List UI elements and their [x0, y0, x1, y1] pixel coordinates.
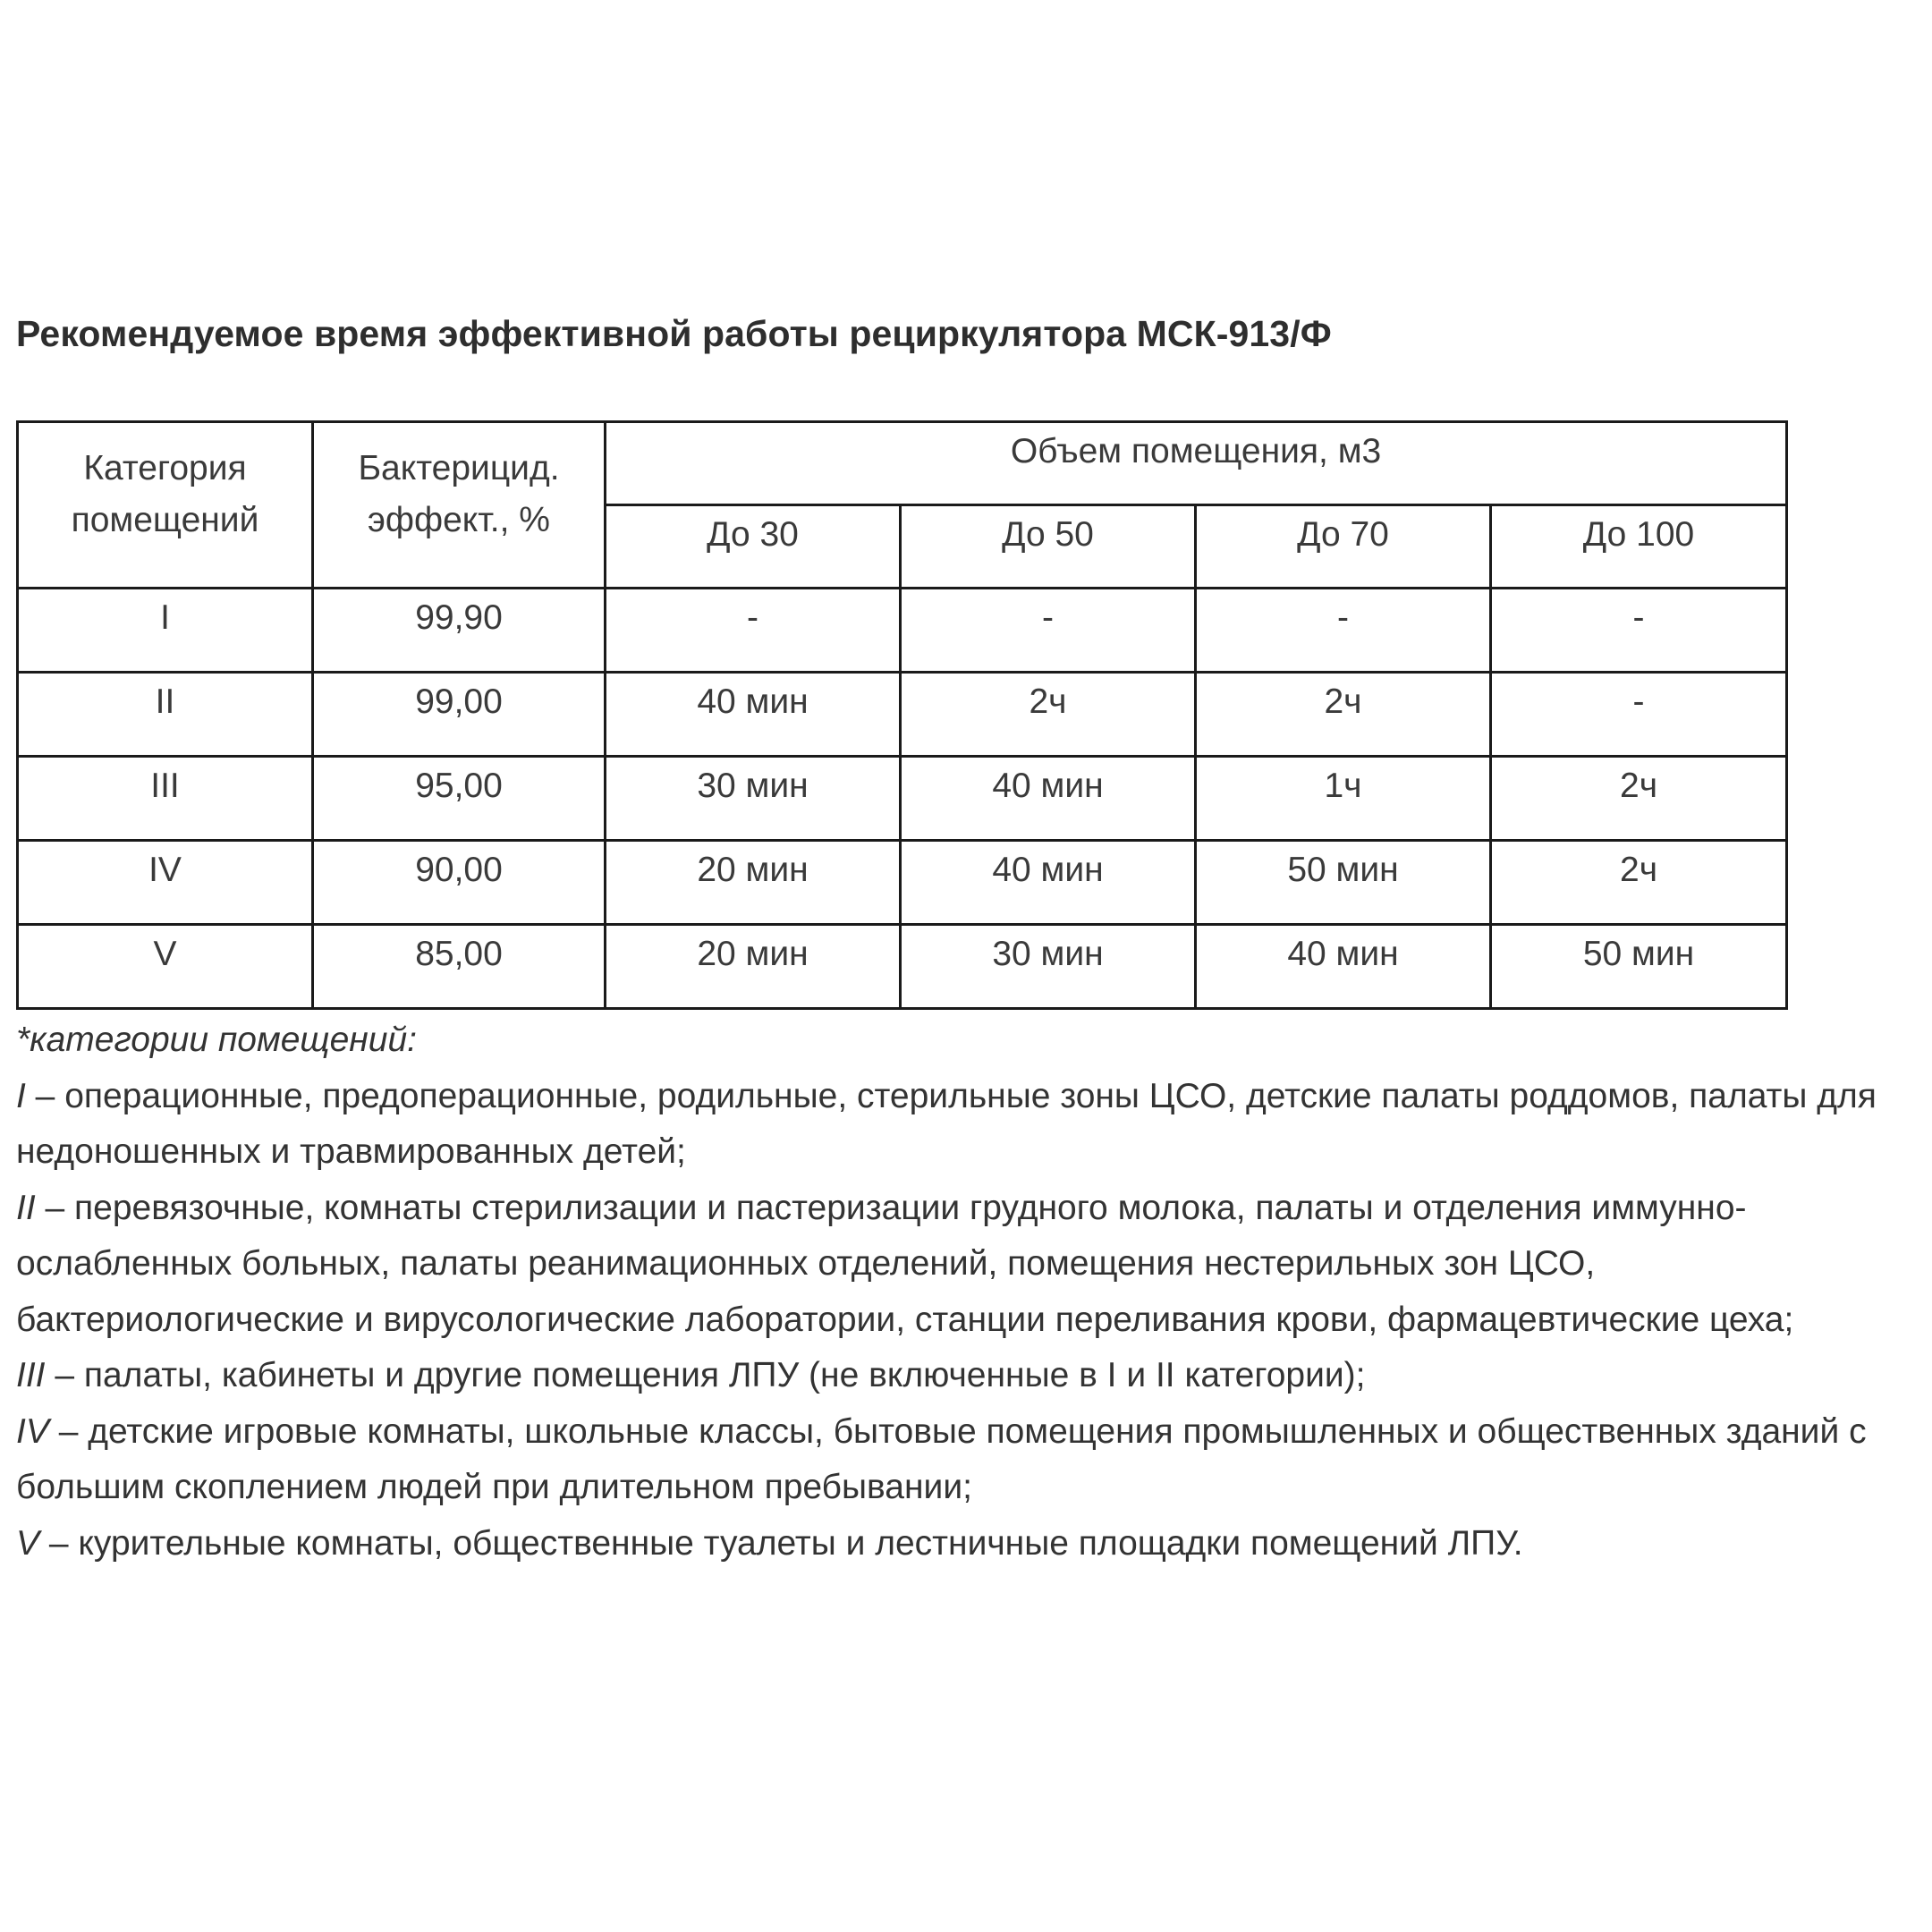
recirculator-time-table: [16, 420, 1788, 1010]
cell-effect: 85,00: [313, 925, 606, 1009]
notes-heading: *категории помещений:: [16, 1021, 417, 1059]
cell-category: I: [18, 589, 313, 673]
cell-value: -: [1196, 589, 1491, 673]
table-row: [18, 673, 1787, 757]
table-row: [18, 925, 1787, 1009]
note-text: – курительные комнаты, общественные туалеты и лестничные площадки помещений ЛПУ.: [39, 1523, 1523, 1563]
note-item: [16, 1348, 1921, 1404]
page-title: Рекомендуемое время эффективной работы рециркулятора МСК-913/Ф: [16, 313, 1332, 354]
cell-value: 2ч: [1491, 757, 1787, 841]
note-text: – перевязочные, комнаты стерилизации и пастеризации грудного молока, палаты и отделения иммунно-ослабленных больных, палаты реанимационных отделений, помещения нестерильных зон ЦСО, бактериологические и вирусологические лаборатории, станции переливания крови, фармацевтические цеха;: [16, 1188, 1794, 1339]
cell-value: 40 мин: [1196, 925, 1491, 1009]
cell-value: 2ч: [1196, 673, 1491, 757]
cell-value: 40 мин: [901, 757, 1196, 841]
cell-effect: 95,00: [313, 757, 606, 841]
header-category-line-1: Категория: [83, 449, 247, 487]
header-effect: [313, 422, 606, 589]
cell-value: 2ч: [901, 673, 1196, 757]
cell-value: 50 мин: [1491, 925, 1787, 1009]
header-volume-100: До 100: [1491, 505, 1787, 589]
cell-value: -: [1491, 673, 1787, 757]
cell-effect: 99,90: [313, 589, 606, 673]
table-row: [18, 757, 1787, 841]
header-volume-group: Объем помещения, м3: [606, 422, 1787, 505]
note-category-mark: IV: [16, 1411, 49, 1451]
note-item: [16, 1516, 1921, 1572]
header-volume-30: До 30: [606, 505, 901, 589]
category-notes: [16, 1013, 1921, 1572]
cell-effect: 90,00: [313, 841, 606, 925]
note-text: – палаты, кабинеты и другие помещения ЛПУ (не включенные в I и II категории);: [45, 1356, 1366, 1394]
header-effect-line-1: Бактерицид.: [358, 449, 560, 487]
header-volume-70: До 70: [1196, 505, 1491, 589]
cell-value: 40 мин: [901, 841, 1196, 925]
note-text: – детские игровые комнаты, школьные классы, бытовые помещения промышленных и общественных зданий с большим скоплением людей при длительном пребывании;: [16, 1411, 1867, 1506]
note-item: [16, 1404, 1921, 1516]
note-category-mark: I: [16, 1076, 26, 1115]
cell-value: 40 мин: [606, 673, 901, 757]
note-item: [16, 1069, 1921, 1181]
cell-category: II: [18, 673, 313, 757]
note-category-mark: II: [16, 1188, 36, 1227]
header-effect-line-2: эффект., %: [368, 501, 550, 539]
table-row: [18, 589, 1787, 673]
cell-value: 1ч: [1196, 757, 1491, 841]
table-row: [18, 841, 1787, 925]
cell-value: 2ч: [1491, 841, 1787, 925]
header-category-line-2: помещений: [71, 501, 259, 539]
note-text: – операционные, предоперационные, родильные, стерильные зоны ЦСО, детские палаты роддомов, палаты для недоношенных и травмированных детей;: [16, 1076, 1877, 1171]
cell-category: III: [18, 757, 313, 841]
cell-value: -: [606, 589, 901, 673]
note-category-mark: V: [16, 1523, 40, 1563]
cell-effect: 99,00: [313, 673, 606, 757]
cell-value: 50 мин: [1196, 841, 1491, 925]
cell-category: IV: [18, 841, 313, 925]
cell-value: 30 мин: [901, 925, 1196, 1009]
cell-value: -: [901, 589, 1196, 673]
cell-value: -: [1491, 589, 1787, 673]
note-category-mark: III: [16, 1356, 46, 1394]
note-item: [16, 1181, 1921, 1349]
header-volume-50: До 50: [901, 505, 1196, 589]
cell-value: 30 мин: [606, 757, 901, 841]
cell-value: 20 мин: [606, 841, 901, 925]
header-category: [18, 422, 313, 589]
cell-category: V: [18, 925, 313, 1009]
cell-value: 20 мин: [606, 925, 901, 1009]
